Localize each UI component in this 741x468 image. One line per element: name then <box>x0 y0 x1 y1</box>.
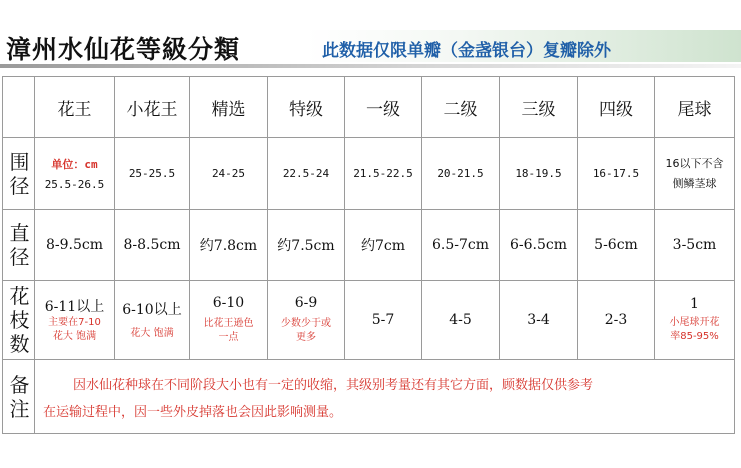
table-row <box>3 281 735 360</box>
cell-value: 1 <box>690 296 699 312</box>
row-header-char: 围 <box>9 149 30 174</box>
table-cell <box>35 138 115 210</box>
cell-value: 25.5-26.5 <box>44 178 105 191</box>
row-header-remarks <box>3 360 35 434</box>
cell-note: 率85-95% <box>670 331 719 342</box>
cell-value: 6-9 <box>294 295 318 311</box>
column-header: 三级 <box>500 77 578 138</box>
table-row <box>3 210 735 281</box>
column-header: 二级 <box>422 77 500 138</box>
table-cell: 约7.8cm <box>190 210 268 281</box>
table-cell: 4-5 <box>422 281 500 360</box>
table-cell: 22.5-24 <box>268 138 345 210</box>
remarks-cell <box>35 360 735 434</box>
cell-note: 16以下不含 <box>665 156 724 170</box>
table-cell: 5-7 <box>345 281 422 360</box>
row-header-girth <box>3 138 35 210</box>
cell-note: 侧鳞茎球 <box>672 176 717 190</box>
table-cell: 8-8.5cm <box>115 210 190 281</box>
cell-note: 小尾球开花 <box>669 317 720 328</box>
cell-note: 少数少于或 <box>281 318 331 329</box>
cell-note: 主要在7-10 <box>48 317 101 328</box>
table-cell <box>35 281 115 360</box>
unit-note: 单位：cm <box>51 158 98 171</box>
row-header-char: 径 <box>9 173 30 198</box>
table-cell <box>268 281 345 360</box>
cell-note: 花大 饱满 <box>130 328 174 339</box>
cell-note: 花大 饱满 <box>52 331 97 342</box>
page-title: 漳州水仙花等級分類 <box>6 35 241 64</box>
cell-note: 比花王逊色 <box>203 318 254 329</box>
table-cell: 24-25 <box>190 138 268 210</box>
row-header-char: 直 <box>9 221 30 245</box>
table-cell: 6-6.5cm <box>500 210 578 281</box>
table-cell: 18-19.5 <box>500 138 578 210</box>
table-cell: 6.5-7cm <box>422 210 500 281</box>
remark-text: 因水仙花种球在不同阶段大小也有一定的收缩，其级别考量还有其它方面，顾数据仅供参考 <box>73 377 594 393</box>
column-header: 小花王 <box>115 77 190 138</box>
column-header: 特级 <box>268 77 345 138</box>
cell-value: 6-10以上 <box>122 302 182 318</box>
table-cell: 20-21.5 <box>422 138 500 210</box>
table-cell <box>655 138 735 210</box>
row-header-char: 枝 <box>9 308 30 332</box>
table-cell: 16-17.5 <box>578 138 655 210</box>
column-header: 花王 <box>35 77 115 138</box>
column-header: 一级 <box>345 77 422 138</box>
table-cell <box>190 281 268 360</box>
table-cell: 3-5cm <box>655 210 735 281</box>
row-header-char: 花 <box>9 284 30 308</box>
column-header: 四级 <box>578 77 655 138</box>
row-header-char: 径 <box>9 245 30 269</box>
row-header-char: 备 <box>9 372 30 397</box>
row-header-char: 数 <box>9 332 30 356</box>
cell-note: 一点 <box>218 332 239 343</box>
table-cell: 5-6cm <box>578 210 655 281</box>
table-cell: 8-9.5cm <box>35 210 115 281</box>
table-header-row <box>3 77 735 138</box>
cell-value: 6-10 <box>212 295 245 311</box>
table-cell: 21.5-22.5 <box>345 138 422 210</box>
cell-note: 更多 <box>296 332 316 343</box>
table-row <box>3 138 735 210</box>
table-cell: 2-3 <box>578 281 655 360</box>
table-cell: 约7cm <box>345 210 422 281</box>
row-header-flower-stems <box>3 281 35 360</box>
table-cell <box>655 281 735 360</box>
column-header: 精选 <box>190 77 268 138</box>
table-row <box>3 360 735 434</box>
header <box>0 0 741 62</box>
table-cell: 3-4 <box>500 281 578 360</box>
table-cell <box>115 281 190 360</box>
row-header-diameter <box>3 210 35 281</box>
table-cell: 约7.5cm <box>268 210 345 281</box>
corner-cell <box>3 77 35 138</box>
column-header: 尾球 <box>655 77 735 138</box>
subtitle-note: 此数据仅限单瓣（金盏银台）复瓣除外 <box>322 41 611 61</box>
remark-text: 在运输过程中，因一些外皮掉落也会因此影响测量。 <box>43 404 343 420</box>
cell-value: 6-11以上 <box>44 299 105 315</box>
divider <box>0 64 741 68</box>
grade-table <box>2 76 735 434</box>
table-cell: 25-25.5 <box>115 138 190 210</box>
row-header-char: 注 <box>9 396 30 421</box>
